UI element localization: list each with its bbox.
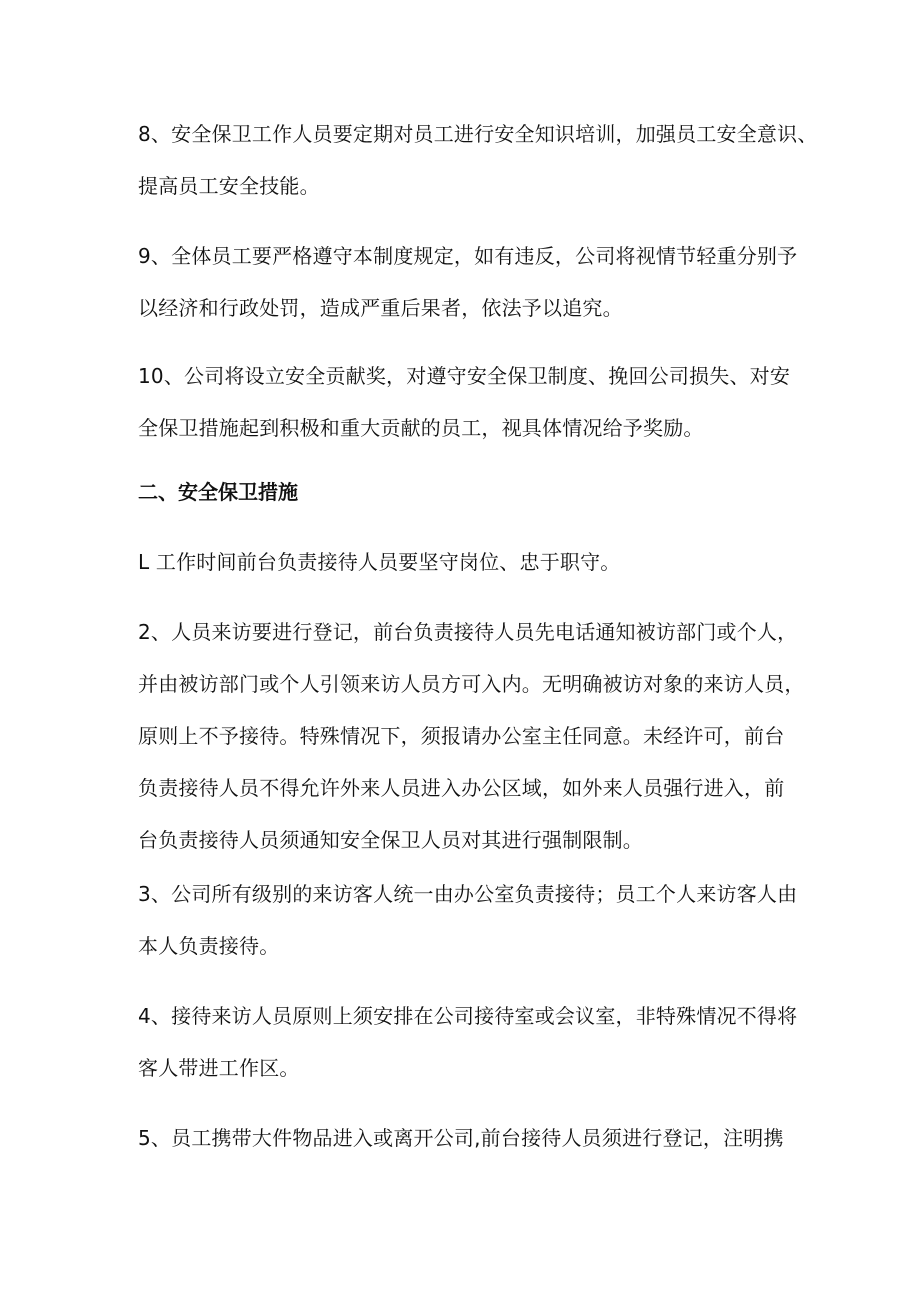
paragraph-line: 3、公司所有级别的来访客人统一由办公室负责接待；员工个人来访客人由 — [138, 882, 798, 906]
paragraph-line: 负责接待人员不得允许外来人员进入办公区域，如外来人员强行进入，前 — [138, 776, 785, 800]
paragraph-line: 台负责接待人员须通知安全保卫人员对其进行强制限制。 — [138, 828, 643, 852]
paragraph-item-9 — [138, 230, 798, 334]
paragraph-line: 5、员工携带大件物品进入或离开公司,前台接待人员须进行登记，注明携 — [138, 1126, 784, 1150]
section-heading: 二、安全保卫措施 — [138, 480, 298, 504]
paragraph-line: 提高员工安全技能。 — [138, 174, 320, 198]
paragraph-line: 客人带进工作区。 — [138, 1056, 300, 1080]
paragraph-line: 2、人员来访要进行登记，前台负责接待人员先电话通知被访部门或个人， — [138, 620, 798, 644]
paragraph-section-item-1 — [138, 536, 798, 588]
paragraph-line: 全保卫措施起到积极和重大贡献的员工，视具体情况给予奖励。 — [138, 416, 704, 440]
paragraph-line: 本人负责接待。 — [138, 934, 280, 958]
paragraph-line: 8、安全保卫工作人员要定期对员工进行安全知识培训，加强员工安全意识、 — [138, 122, 818, 146]
paragraph-item-8 — [138, 108, 818, 212]
paragraph-line: 9、全体员工要严格遵守本制度规定，如有违反，公司将视情节轻重分别予 — [138, 244, 798, 268]
paragraph-line: L 工作时间前台负责接待人员要坚守岗位、忠于职守。 — [138, 550, 621, 574]
paragraph-section-item-3 — [138, 868, 798, 972]
paragraph-line: 以经济和行政处罚，造成严重后果者，依法予以追究。 — [138, 296, 623, 320]
paragraph-line: 原则上不予接待。特殊情况下，须报请办公室主任同意。未经许可，前台 — [138, 724, 785, 748]
paragraph-line: 并由被访部门或个人引领来访人员方可入内。无明确被访对象的来访人员， — [138, 672, 805, 696]
paragraph-item-10 — [138, 350, 798, 454]
paragraph-line: 10、公司将设立安全贡献奖，对遵守安全保卫制度、挽回公司损失、对安 — [138, 364, 791, 388]
paragraph-line: 4、接待来访人员原则上须安排在公司接待室或会议室，非特殊情况不得将 — [138, 1004, 798, 1028]
paragraph-section-item-2 — [138, 606, 805, 866]
paragraph-section-item-4 — [138, 990, 798, 1094]
paragraph-section-item-5 — [138, 1112, 798, 1164]
